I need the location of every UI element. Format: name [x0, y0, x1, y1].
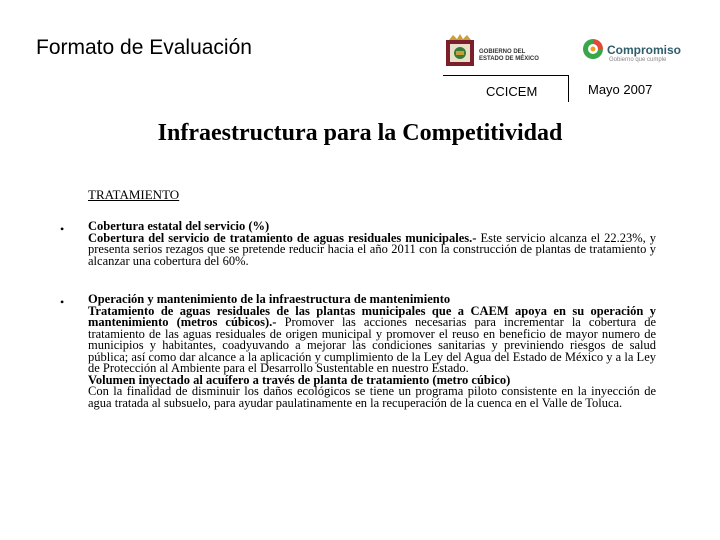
- item-heading: Cobertura estatal del servicio (%): [88, 219, 270, 233]
- compromiso-logo: [580, 36, 690, 70]
- item-heading: Operación y mantenimiento de la infraestructura de mantenimiento: [88, 292, 451, 306]
- state-seal-icon: [445, 34, 475, 68]
- bullet-1: •: [60, 222, 65, 236]
- header-divider-horizontal: [443, 75, 569, 76]
- header-divider-vertical: [568, 75, 569, 102]
- item-subtext: Con la finalidad de disminuir los daños ecológicos se tiene un programa piloto consistente en la inyección de agua tratada al subsuelo, para ayudar paulatinamente en la recuperación de la cuenca en el Valle de Toluca.: [88, 384, 656, 410]
- item-text: Promover las acciones necesarias para incrementar la cobertura de tratamiento de las aguas residuales de origen municipal y promover el reuso en beneficio de mayor numero de municipios y habitantes, coadyuvando a mejorar las condiciones sanitarias y previniendo riesgos de salud pública; así como dar alcance a la aplicación y cumplimiento de la Ley del Agua del Estado de México y a la Ley de Protección al Ambiente para el Desarrollo Sustentable en nuestro Estado.: [88, 315, 657, 375]
- date-label: Mayo 2007: [588, 82, 653, 97]
- compromiso-swirl-icon: [580, 36, 606, 64]
- gobierno-logo-line2: ESTADO DE MÉXICO: [479, 56, 539, 62]
- gobierno-edomex-logo: [443, 34, 563, 72]
- item-operacion: [88, 294, 656, 409]
- item-text: Este servicio alcanza el 22.23%, y presenta serios rezagos que se pretende reducir hacia el año 2011 con la construcción de plantas de tratamiento y alcanzar una cobertura del 60%.: [88, 230, 656, 268]
- document-title: Formato de Evaluación: [36, 36, 252, 59]
- main-title: Infraestructura para la Competitividad: [157, 120, 563, 146]
- section-label: TRATAMIENTO: [88, 187, 180, 202]
- gobierno-logo-line1: GOBIERNO DEL: [479, 49, 526, 55]
- item-cobertura: [88, 221, 656, 267]
- compromiso-tagline: Gobierno que cumple: [609, 57, 667, 63]
- item-lead: Cobertura del servicio de tratamiento de aguas residuales municipales.-: [88, 230, 477, 245]
- item-paragraph: [88, 303, 657, 375]
- bullet-2: •: [60, 295, 65, 309]
- item-subheading: Volumen inyectado al acuífero a través de planta de tratamiento (metro cúbico): [88, 372, 511, 387]
- organization-label: CCICEM: [486, 84, 538, 99]
- compromiso-name: Compromiso: [607, 43, 682, 57]
- item-paragraph: [88, 230, 656, 268]
- item-lead: Tratamiento de aguas residuales de las plantas municipales que a CAEM apoya en su operación y mantenimiento (metros cúbicos).-: [88, 303, 656, 329]
